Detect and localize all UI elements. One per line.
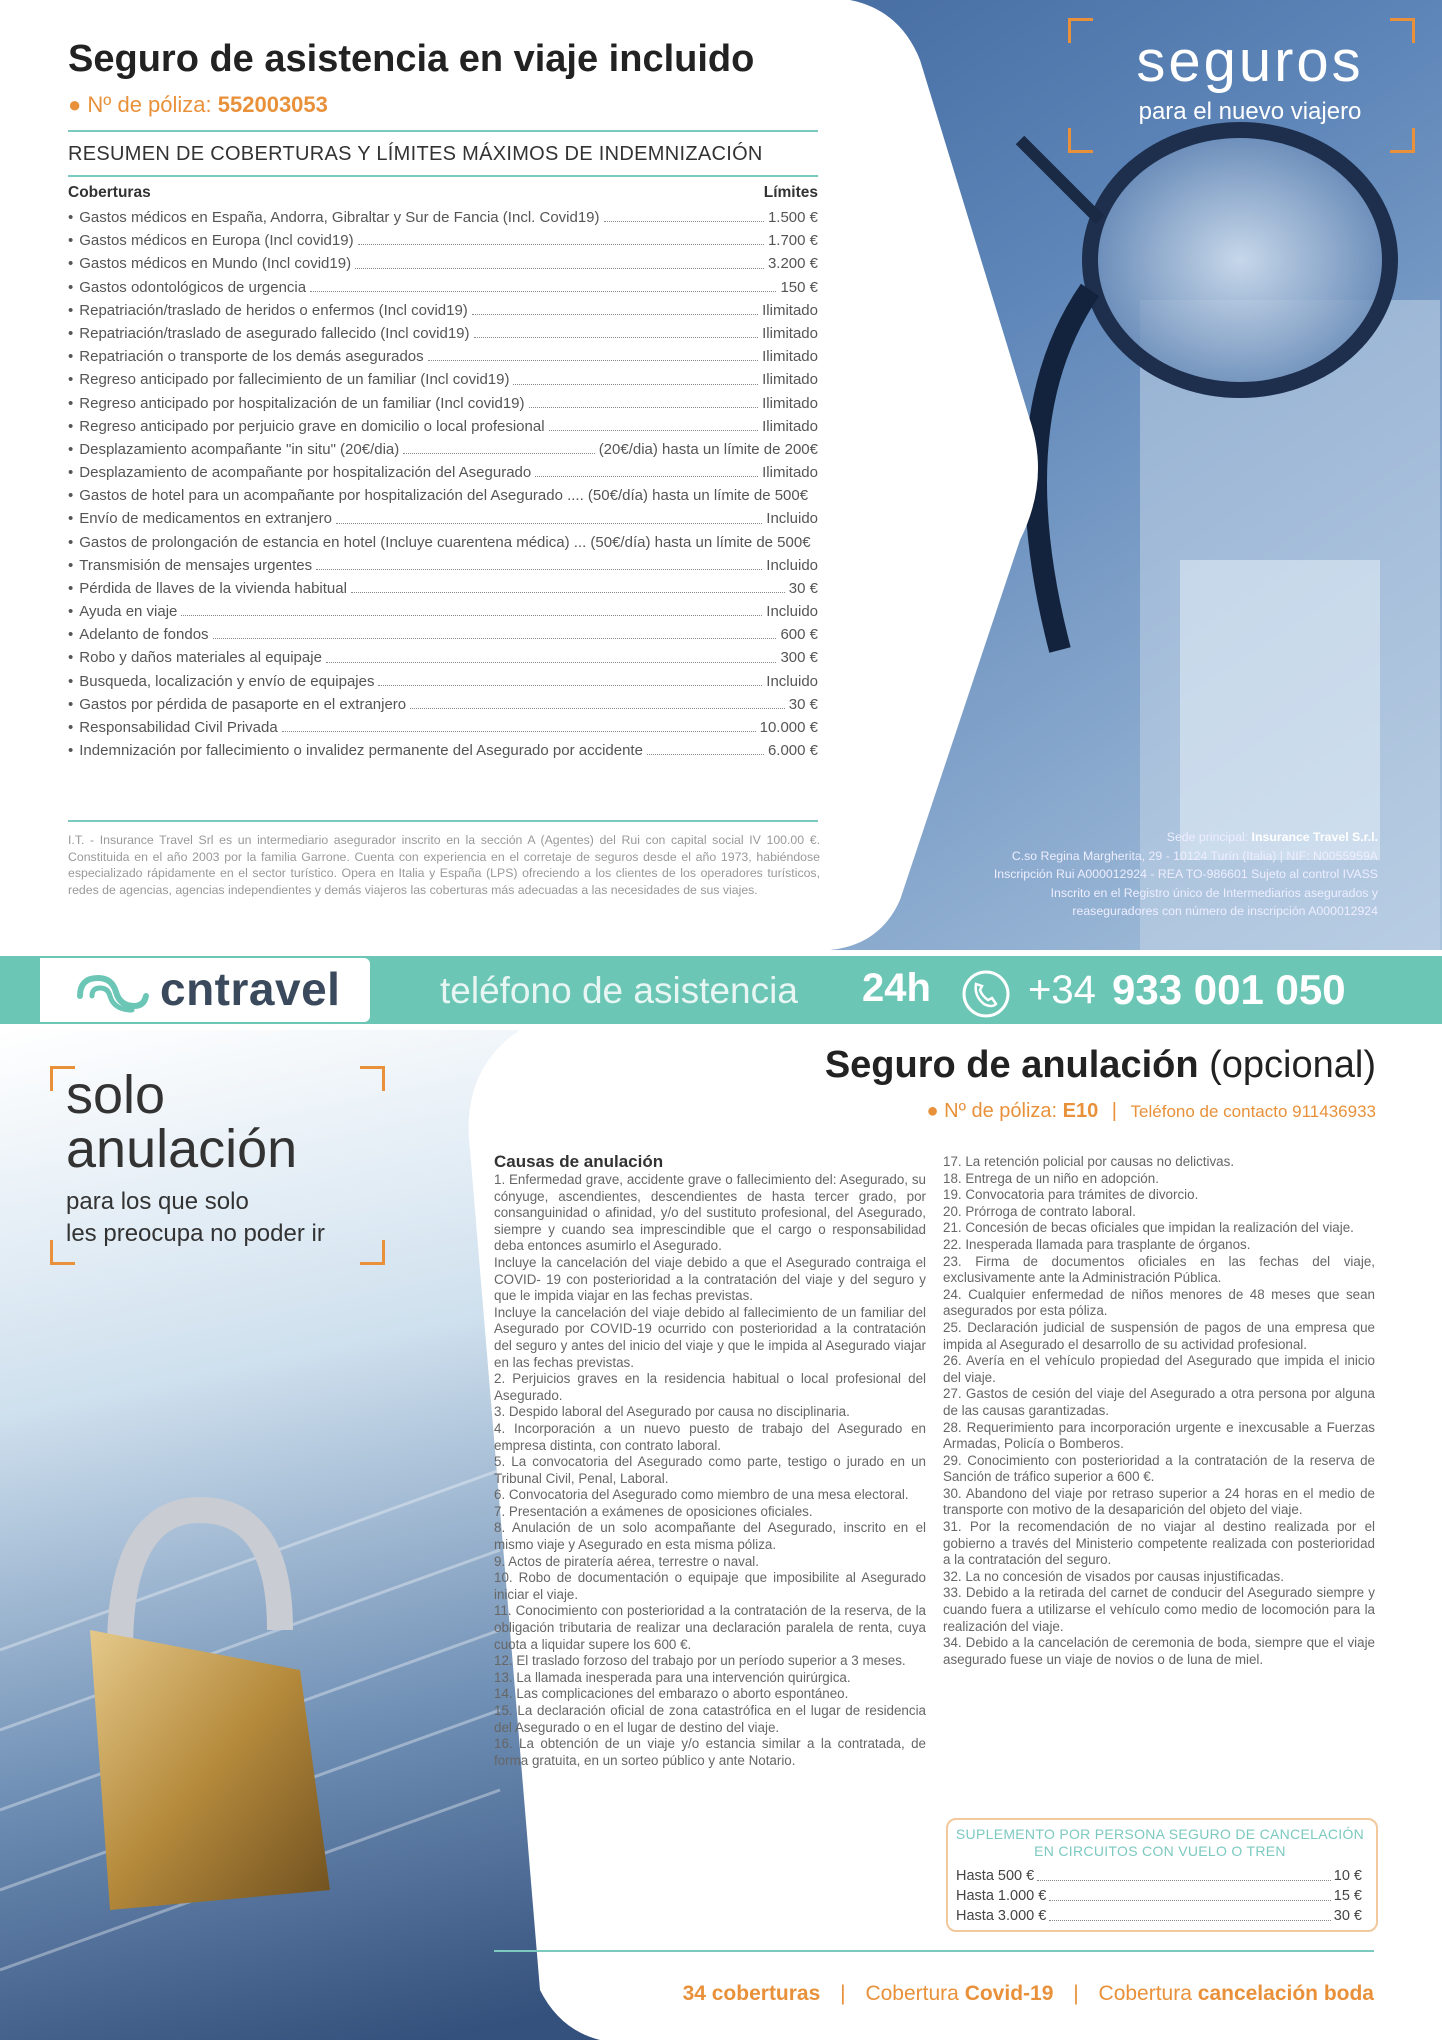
solo-title-line1: solo xyxy=(66,1065,166,1125)
coverage-row xyxy=(68,368,818,391)
footer-coverages: 34 coberturas xyxy=(682,1982,821,2005)
coverage-row xyxy=(68,392,818,415)
coverage-hotel: • Gastos de hotel para un acompañante por hospitalización del Asegurado .... (50€/día) hasta un límite de 500€ xyxy=(68,484,818,507)
dot-leader xyxy=(336,523,762,524)
cancellation-cause: 28. Requerimiento para incorporación urgente e inexcusable a Fuerzas Armadas, Policía o Bomberos. xyxy=(943,1419,1375,1452)
coverage-label: • Responsabilidad Civil Privada xyxy=(68,716,278,739)
dot-leader xyxy=(282,731,756,732)
separator: | xyxy=(840,1982,846,2005)
cancellation-cause: 5. La convocatoria del Asegurado como parte, testigo o jurado en un Tribunal Civil, Penal, Laboral. xyxy=(494,1454,926,1486)
coverage-limit: Ilimitado xyxy=(762,371,818,389)
supplement-label: Hasta 1.000 € xyxy=(956,1888,1047,1904)
phone-prefix: +34 xyxy=(1028,968,1096,1012)
bullet-icon: ● xyxy=(68,92,82,117)
supplement-row xyxy=(956,1866,1362,1886)
footer-highlights xyxy=(494,1982,1374,2006)
coverage-label: • Regreso anticipado por fallecimiento de un familiar (Incl covid19) xyxy=(68,368,509,391)
cancellation-cause: 31. Por la recomendación de no viajar al destino realizada por el gobierno a través del Ministerio competente realizada con posterioridad a la contratación del seguro. xyxy=(943,1519,1375,1568)
coverage-limit: (20€/dia) hasta un límite de 200€ xyxy=(598,441,818,459)
cancellation-cause: 30. Abandono del viaje por retraso superior a 24 horas en el medio de transporte con motivo de la desaparición del objeto del viaje. xyxy=(943,1485,1375,1518)
phone-24h: 24h xyxy=(862,966,931,1010)
phone-icon xyxy=(958,966,1014,1027)
dot-leader xyxy=(513,384,758,385)
coverage-list xyxy=(68,554,818,763)
cancellation-cause: 11. Conocimiento con posterioridad a la contratación de la reserva, de la obligación tributaria de realizar una declaración paralela de renta, cuya cuota a liquidar supere los 600 €. xyxy=(494,1603,926,1652)
separator: | xyxy=(1111,1100,1117,1122)
assistance-title: Seguro de asistencia en viaje incluido xyxy=(68,38,755,80)
supplement-row xyxy=(956,1886,1362,1906)
coverage-limit: Incluido xyxy=(766,672,818,690)
coverage-label: • Gastos médicos en Mundo (Incl covid19) xyxy=(68,252,351,275)
coverage-label: • Regreso anticipado por perjuicio grave en domicilio o local profesional xyxy=(68,415,545,438)
solo-sub-line: para los que solo xyxy=(66,1188,249,1215)
coverage-label: • Ayuda en viaje xyxy=(68,600,177,623)
dot-leader xyxy=(604,221,764,222)
coverage-limit: 150 € xyxy=(780,278,818,296)
coverage-label: • Indemnización por fallecimiento o invalidez permanente del Asegurado por accidente xyxy=(68,739,643,762)
footer-covid-label: Cobertura xyxy=(865,1982,959,2005)
cancellation-cause: 18. Entrega de un niño en adopción. xyxy=(943,1170,1159,1186)
brand-corner-br xyxy=(1390,128,1415,153)
cancellation-cause: 29. Conocimiento con posterioridad a la contratación de la reserva de Sanción de tráfico superior a 600 €. xyxy=(943,1452,1375,1485)
cancellation-cause: Incluye la cancelación del viaje debido a que el Asegurado contraiga el COVID- 19 con posterioridad a la contratación del viaje y del seguro y que le impida viajar en las fechas previstas. xyxy=(494,1254,926,1304)
coverage-limit: 30 € xyxy=(788,695,818,713)
bullet-icon: ● xyxy=(926,1100,939,1122)
cntravel-logo: cntravel xyxy=(160,963,341,1015)
coverage-row xyxy=(68,438,818,461)
brand-corner-bl xyxy=(1068,128,1093,153)
sede-line: reaseguradores con número de inscripción A000012924 xyxy=(1072,904,1378,918)
supplement-label: Hasta 500 € xyxy=(956,1868,1035,1884)
coverage-label: • Envío de medicamentos en extranjero xyxy=(68,507,332,530)
cancellation-cause: Incluye la cancelación del viaje debido al fallecimiento de un familiar del Asegurado por COVID-19 ocurrido con posterioridad a la contratación del seguro y antes del inicio del viaje y que le impida al Asegurado viajar en las fechas previstas. xyxy=(494,1304,926,1370)
dot-leader xyxy=(1049,1900,1330,1901)
dot-leader xyxy=(410,708,785,709)
brand-corner-tr xyxy=(360,1066,385,1091)
dot-leader xyxy=(213,638,777,639)
dot-leader xyxy=(474,337,759,338)
coverage-row xyxy=(68,600,818,623)
divider xyxy=(494,1950,1374,1952)
cancellation-cause: 33. Debido a la retirada del carnet de conducir del Asegurado siempre y cuando fuera a utilizarse el vehículo como medio de locomoción para la realización del viaje. xyxy=(943,1585,1375,1634)
divider xyxy=(68,130,818,132)
coverage-table xyxy=(68,184,818,762)
cancellation-cause: 2. Perjuicios graves en la residencia habitual o local profesional del Asegurado. xyxy=(494,1371,926,1403)
brand-title: seguros xyxy=(1136,29,1364,94)
cancellation-cause: 3. Despido laboral del Asegurado por causa no disciplinaria. xyxy=(494,1404,850,1420)
cancellation-cause: 16. La obtención de un viaje y/o estancia similar a la contratada, de forma gratuita, en un sorteo público y ante Notario. xyxy=(494,1736,926,1768)
coverage-label: • Desplazamiento acompañante "in situ" (20€/dia) xyxy=(68,438,399,461)
coverage-limit: Ilimitado xyxy=(762,348,818,366)
coverage-row xyxy=(68,646,818,669)
supplement-title: SUPLEMENTO POR PERSONA SEGURO DE CANCELACIÓN EN CIRCUITOS CON VUELO O TREN xyxy=(955,1826,1365,1859)
cancellation-cause: 15. La declaración oficial de zona catastrófica en el lugar de residencia del Asegurado o en el lugar de destino del viaje. xyxy=(494,1703,926,1735)
dot-leader xyxy=(316,569,762,570)
policy-number: E10 xyxy=(1062,1100,1099,1122)
sede-line: C.so Regina Margherita, 29 - 10124 Turín (Italia) | NIF: N0055959A xyxy=(1011,848,1378,863)
dot-leader xyxy=(310,291,776,292)
cancellation-cause: 20. Prórroga de contrato laboral. xyxy=(943,1203,1136,1219)
company-about: I.T. - Insurance Travel Srl es un intermediario asegurador inscrito en la sección A (Agentes) del Rui con capital social IV 100.00 €. Constituida en el año 2003 por la familia Garrone. Cuenta con experiencia en el corretaje de seguros desde el año 1973, habiéndose especializado rápidamente en el sector turístico. Opera en Italia y España (LPS) ofreciendo a los clientes de los operadores turísticos, redes de agencias, agencias independientes y demás viajeros las coberturas más adecuadas a las necesidades de sus viajes. xyxy=(68,833,820,897)
divider xyxy=(68,175,818,177)
sede-line: Inscripción Rui A000012924 - REA TO-986601 Sujeto al control IVASS xyxy=(993,867,1378,881)
dot-leader xyxy=(549,430,759,431)
solo-sub-line: les preocupa no poder ir xyxy=(66,1220,325,1247)
coverage-limit: 600 € xyxy=(780,626,818,644)
sede-name: Insurance Travel S.r.l. xyxy=(1251,830,1378,844)
cancellation-cause: 7. Presentación a exámenes de oposiciones oficiales. xyxy=(494,1503,813,1519)
cancellation-cause: 23. Firma de documentos oficiales en las fechas del viaje, exclusivamente ante la Administración Pública. xyxy=(943,1253,1375,1286)
coverage-label: • Pérdida de llaves de la vivienda habitual xyxy=(68,577,347,600)
coverage-label: • Gastos odontológicos de urgencia xyxy=(68,276,306,299)
coverage-row xyxy=(68,716,818,739)
cancellation-cause: 22. Inesperada llamada para trasplante de órganos. xyxy=(943,1236,1251,1252)
coverage-row xyxy=(68,461,818,484)
coverage-label: • Robo y daños materiales al equipaje xyxy=(68,646,322,669)
dot-leader xyxy=(378,685,762,686)
dot-leader xyxy=(326,662,777,663)
summary-heading: RESUMEN DE COBERTURAS Y LÍMITES MÁXIMOS DE INDEMNIZACIÓN xyxy=(68,143,763,165)
phone-number[interactable]: 933 001 050 xyxy=(1112,966,1346,1013)
coverage-label: • Repatriación/traslado de heridos o enfermos (Incl covid19) xyxy=(68,299,468,322)
dot-leader xyxy=(647,754,764,755)
supplement-price: 10 € xyxy=(1333,1868,1362,1884)
cancellation-policy xyxy=(700,1100,1376,1123)
coverage-limit: 30 € xyxy=(788,579,818,597)
coverage-limit: Incluido xyxy=(766,510,818,528)
footer-wedding: cancelación boda xyxy=(1197,1982,1374,2005)
coverage-row xyxy=(68,415,818,438)
dot-leader xyxy=(181,615,762,616)
coverage-limit: Incluido xyxy=(766,603,818,621)
column-limits: Límites xyxy=(763,184,818,201)
policy-label: Nº de póliza: xyxy=(944,1100,1058,1122)
cancellation-cause: 17. La retención policial por causas no delictivas. xyxy=(943,1154,1235,1169)
coverage-row xyxy=(68,322,818,345)
divider xyxy=(68,820,818,822)
brand-subtitle: para el nuevo viajero xyxy=(1138,98,1362,125)
coverage-label: • Transmisión de mensajes urgentes xyxy=(68,554,312,577)
dot-leader xyxy=(472,314,758,315)
solo-title-line2: anulación xyxy=(66,1119,298,1179)
sede-label: Sede principal: xyxy=(1166,830,1249,844)
coverage-row xyxy=(68,345,818,368)
dot-leader xyxy=(351,592,785,593)
coverage-limit: 300 € xyxy=(780,649,818,667)
coverage-limit: 10.000 € xyxy=(759,719,818,737)
solo-subtitle xyxy=(66,1186,325,1250)
dot-leader xyxy=(535,476,758,477)
cancellation-cause: 19. Convocatoria para trámites de divorcio. xyxy=(943,1187,1199,1203)
coverage-limit: 1.500 € xyxy=(767,209,818,226)
causes-column-1 xyxy=(494,1172,926,1769)
dot-leader xyxy=(529,407,759,408)
cancellation-cause: 6. Convocatoria del Asegurado como miembro de una mesa electoral. xyxy=(494,1487,909,1503)
coverage-label: • Adelanto de fondos xyxy=(68,623,209,646)
causes-heading: Causas de anulación xyxy=(494,1152,664,1171)
coverage-label: • Repatriación o transporte de los demás asegurados xyxy=(68,345,424,368)
coverage-limit: 1.700 € xyxy=(767,232,818,250)
coverage-limit: 6.000 € xyxy=(767,742,818,760)
cancellation-title-light: (opcional) xyxy=(1209,1044,1376,1086)
coverage-row xyxy=(68,276,818,299)
cancellation-cause: 10. Robo de documentación o equipaje que imposibilite al Asegurado iniciar el viaje. xyxy=(494,1570,926,1602)
coverage-limit: Ilimitado xyxy=(762,394,818,412)
coverage-table-header xyxy=(68,184,818,206)
coverage-row xyxy=(68,693,818,716)
footer-covid: Covid-19 xyxy=(964,1982,1054,2005)
policy-label: Nº de póliza: xyxy=(87,92,212,117)
cancellation-cause: 9. Actos de piratería aérea, terrestre o naval. xyxy=(494,1553,759,1569)
cancellation-cause: 25. Declaración judicial de suspensión de pagos de una empresa que impida al Asegurado el desarrollo de su actividad profesional. xyxy=(943,1319,1375,1352)
cancellation-title xyxy=(760,1044,1376,1087)
column-coverages: Coberturas xyxy=(68,184,151,201)
policy-number: 552003053 xyxy=(217,92,328,117)
causes-column-2 xyxy=(943,1154,1375,1668)
cancellation-cause: 4. Incorporación a un nuevo puesto de trabajo del Asegurado en empresa distinta, con contrato laboral. xyxy=(494,1420,926,1453)
coverage-row xyxy=(68,577,818,600)
company-address xyxy=(880,828,1378,921)
separator: | xyxy=(1073,1982,1079,2005)
phone-label: teléfono de asistencia xyxy=(440,970,798,1011)
cancellation-cause: 14. Las complicaciones del embarazo o aborto espontáneo. xyxy=(494,1686,849,1702)
coverage-row xyxy=(68,299,818,322)
cancellation-cause: 26. Avería en el vehículo propiedad del Asegurado que impida el inicio del viaje. xyxy=(943,1353,1375,1385)
cancellation-cause: 32. La no concesión de visados por causas injustificadas. xyxy=(943,1568,1284,1584)
supplement-price: 15 € xyxy=(1333,1888,1362,1904)
supplement-label: Hasta 3.000 € xyxy=(956,1908,1047,1924)
cancellation-cause: 27. Gastos de cesión del viaje del Asegurado a otra persona por alguna de las causas garantizadas. xyxy=(943,1386,1375,1418)
dot-leader xyxy=(428,360,759,361)
cancellation-cause: 1. Enfermedad grave, accidente grave o fallecimiento del: Asegurado, su cónyuge, ascendientes, descendientes de hasta tercer grado, por consanguinidad o afinidad, y/o del sustituto profesional, del Asegurado, siempre y cuando sea imprescindible que el cargo o responsabilidad deba entonces asumirlo el Asegurado. xyxy=(494,1172,926,1254)
coverage-label: • Gastos por pérdida de pasaporte en el extranjero xyxy=(68,693,406,716)
sede-line: Inscrito en el Registro único de Intermediarios asegurados y xyxy=(1050,885,1378,900)
coverage-limit: Incluido xyxy=(766,556,818,574)
coverage-limit: 3.200 € xyxy=(767,255,818,273)
coverage-row xyxy=(68,507,818,530)
coverage-label: • Gastos médicos en Europa (Incl covid19) xyxy=(68,229,354,252)
coverage-row xyxy=(68,554,818,577)
supplement-price: 30 € xyxy=(1333,1908,1362,1924)
coverage-label: • Busqueda, localización y envío de equipajes xyxy=(68,670,374,693)
coverage-row xyxy=(68,623,818,646)
coverage-limit: Ilimitado xyxy=(762,464,818,482)
coverage-row xyxy=(68,670,818,693)
contact-phone[interactable]: Teléfono de contacto 911436933 xyxy=(1130,1102,1376,1121)
coverage-row xyxy=(68,206,818,229)
coverage-limit: Ilimitado xyxy=(762,325,818,343)
dot-leader xyxy=(358,244,764,245)
coverage-prolongation: • Gastos de prolongación de estancia en hotel (Incluye cuarentena médica) ... (50€/día) hasta un límite de 500€ xyxy=(68,531,818,554)
coverage-row xyxy=(68,229,818,252)
dot-leader xyxy=(1049,1920,1330,1921)
dot-leader xyxy=(403,453,594,454)
cancellation-title-bold: Seguro de anulación xyxy=(824,1044,1199,1086)
supplement-row xyxy=(956,1906,1362,1926)
coverage-row xyxy=(68,739,818,762)
coverage-label: • Repatriación/traslado de asegurado fallecido (Incl covid19) xyxy=(68,322,470,345)
coverage-limit: Ilimitado xyxy=(762,301,818,319)
brand-corner-br xyxy=(360,1240,385,1265)
cntravel-logo-icon xyxy=(72,966,152,1027)
coverage-list xyxy=(68,206,818,484)
coverage-label: • Gastos médicos en España, Andorra, Gibraltar y Sur de Fancia (Incl. Covid19) xyxy=(68,206,600,229)
coverage-row xyxy=(68,252,818,275)
cancellation-cause: 12. El traslado forzoso del trabajo por un período superior a 3 meses. xyxy=(494,1653,906,1669)
cancellation-cause: 21. Concesión de becas oficiales que impidan la realización del viaje. xyxy=(943,1220,1354,1236)
coverage-limit: Ilimitado xyxy=(762,417,818,435)
cancellation-cause: 13. La llamada inesperada para una intervención quirúrgica. xyxy=(494,1669,851,1685)
coverage-label: • Regreso anticipado por hospitalización de un familiar (Incl covid19) xyxy=(68,392,525,415)
cancellation-cause: 34. Debido a la cancelación de ceremonia de boda, siempre que el viaje asegurado fuese un viaje de novios o de luna de miel. xyxy=(943,1635,1375,1667)
cancellation-cause: 8. Anulación de un solo acompañante del Asegurado, inscrito en el mismo viaje y Asegurado en esta misma póliza. xyxy=(494,1520,926,1553)
dot-leader xyxy=(355,268,764,269)
footer-wedding-label: Cobertura xyxy=(1098,1982,1192,2005)
cancellation-cause: 24. Cualquier enfermedad de niños menores de 48 meses que sean asegurados por esta póliza. xyxy=(943,1286,1375,1319)
supplement-table xyxy=(956,1866,1362,1926)
coverage-label: • Desplazamiento de acompañante por hospitalización del Asegurado xyxy=(68,461,531,484)
dot-leader xyxy=(1037,1880,1331,1881)
assistance-policy xyxy=(68,92,328,118)
